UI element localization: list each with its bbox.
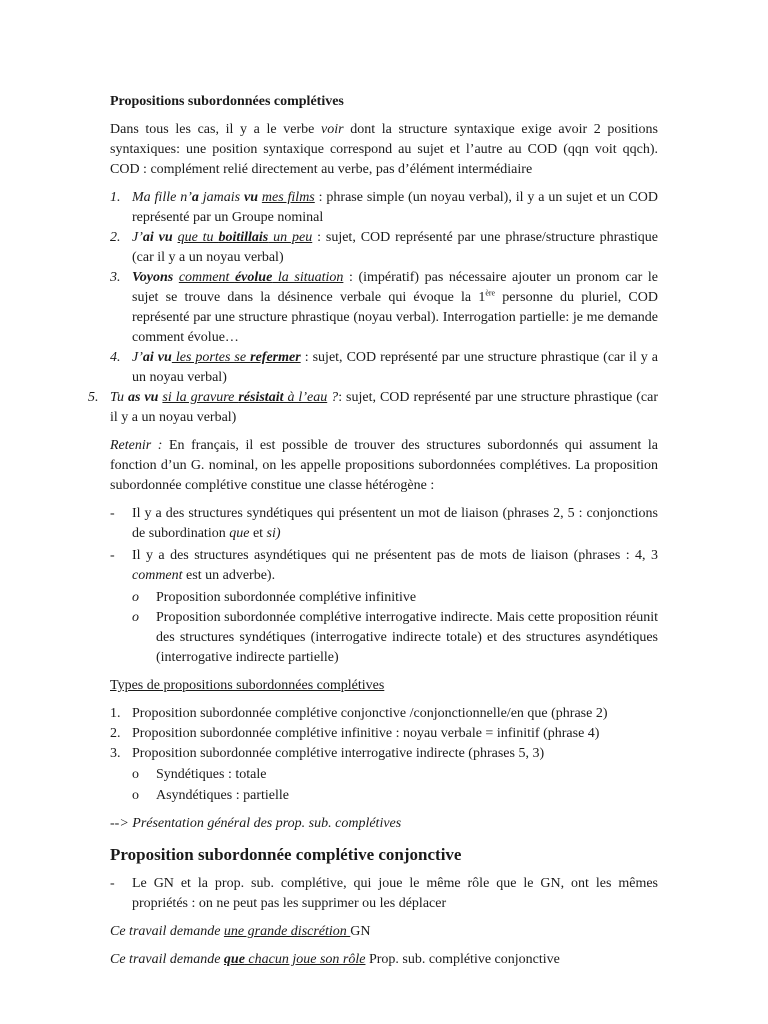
type-2 [110, 724, 658, 744]
type-3-number: 3. [110, 746, 121, 761]
example-4 [110, 348, 658, 388]
b2-b: est un adverbe). [182, 568, 276, 583]
s1-text: Proposition subordonnée complétive infinitive [156, 590, 417, 605]
dash-marker: - [110, 876, 115, 891]
circle-bullet: o [132, 590, 139, 605]
bullet-syndetiques [110, 504, 658, 544]
bullet-asyndetiques [110, 546, 658, 586]
example-4-number: 4. [110, 350, 121, 365]
section-title: Proposition subordonnée complétive conjonctive [110, 845, 462, 864]
types-heading: Types de propositions subordonnées complétives [110, 678, 385, 693]
example-1-number: 1. [110, 190, 121, 205]
e3-f: : (impératif) pas nécessaire ajouter un pronom car le sujet se trouve dans la désinence verbale qui évoque la 1 [132, 270, 658, 305]
circle-bullet: o [132, 788, 139, 803]
b1-si: si) [266, 526, 281, 541]
sub-bullet-infinitive [110, 588, 658, 608]
e3-d: évolue [234, 270, 273, 285]
o1-text: Syndétiques : totale [156, 767, 267, 782]
ex2-b: que [223, 952, 245, 967]
e2-g: : sujet, COD représenté par une phrase/structure phrastique (car il y a un noyau verbal) [132, 230, 659, 265]
e5-b: as vu [128, 390, 159, 405]
type-3 [110, 744, 658, 764]
e2-a: J’ [132, 230, 143, 245]
e2-b: ai vu [142, 230, 173, 245]
b2-comment: comment [132, 568, 183, 583]
e4-b: ai vu [142, 350, 172, 365]
e5-d: si la gravure [162, 390, 239, 405]
ex2-d: Prop. sub. complétive conjonctive [365, 952, 560, 967]
type-1 [110, 704, 658, 724]
e2-d: que tu [177, 230, 219, 245]
e1-b: a [191, 190, 199, 205]
page-title: Propositions subordonnées complétives [110, 94, 344, 109]
example-gn [110, 922, 658, 942]
ex2-c: chacun joue son rôle [244, 952, 366, 967]
document-page [88, 92, 659, 978]
e5-e: résistait [238, 390, 284, 405]
e1-f: mes films [261, 190, 315, 205]
circle-bullet: o [132, 610, 139, 625]
retenir-label: Retenir : [110, 438, 163, 453]
ex2-a: Ce travail demande [110, 952, 224, 967]
intro-verb-voir: voir [321, 122, 344, 137]
e1-d: vu [243, 190, 258, 205]
e5-g: ? [327, 390, 339, 405]
e3-g: personne du pluriel, COD représenté par une structure phrastique (noyau verbal). Interrogation partielle: je me demande comment évolue… [132, 290, 658, 345]
arrow-line: --> Présentation général des prop. sub. complétives [110, 816, 402, 831]
example-2-number: 2. [110, 230, 121, 245]
sub-bullet-interrogative [110, 608, 658, 668]
e4-c: les portes se [171, 350, 251, 365]
intro-text-b: dont la structure syntaxique exige avoir 2 positions syntaxiques: une position syntaxique correspond au sujet et l’autre au COD (qqn voit qqch). COD : complément relié directement au verbe, pas d’élément intermédiaire [110, 122, 658, 177]
e3-sup: ère [485, 288, 496, 298]
type-3-sub-syndetiques [110, 765, 658, 785]
e2-f: un peu [268, 230, 313, 245]
b1-que: que [229, 526, 250, 541]
circle-bullet: o [132, 767, 139, 782]
type-1-number: 1. [110, 706, 121, 721]
e5-a: Tu [110, 390, 128, 405]
e3-a: Voyons [132, 270, 174, 285]
type-2-text: Proposition subordonnée complétive infinitive : noyau verbale = infinitif (phrase 4) [132, 726, 600, 741]
type-3-text: Proposition subordonnée complétive interrogative indirecte (phrases 5, 3) [132, 746, 545, 761]
example-3 [110, 268, 658, 348]
type-1-text: Proposition subordonnée complétive conjonctive /conjonctionnelle/en que (phrase 2) [132, 706, 608, 721]
o2-text: Asyndétiques : partielle [156, 788, 289, 803]
e1-g: : phrase simple (un noyau verbal), il y a un sujet et un COD représenté par un Groupe nominal [132, 190, 659, 225]
s2-text: Proposition subordonnée complétive interrogative indirecte. Mais cette proposition réunit des structures syndétiques (interrogative indirecte totale) et des structures asyndétiques (interrogative indirecte partielle) [156, 610, 658, 665]
e3-e: la situation [272, 270, 344, 285]
retenir-text: En français, il est possible de trouver des structures subordonnés qui assument la fonction d’un G. nominal, on les appelle propositions subordonnées complétives. La proposition subordonnée complétive constitue une classe hétérogène : [110, 438, 658, 493]
dash-marker: - [110, 506, 115, 521]
e4-d: refermer [250, 350, 301, 365]
ex1-c: GN [350, 924, 371, 939]
ex1-b: une grande discrétion [223, 924, 351, 939]
e3-c: comment [178, 270, 235, 285]
section-dash-text: Le GN et la prop. sub. complétive, qui joue le même rôle que le GN, ont les mêmes propriétés : on ne peut pas les supprimer ou les déplacer [132, 876, 658, 911]
e1-c: jamais [198, 190, 244, 205]
intro-text-a: Dans tous les cas, il y a le verbe [110, 122, 322, 137]
e5-f: à l’eau [283, 390, 328, 405]
dash-marker: - [110, 548, 115, 563]
example-5 [88, 388, 659, 428]
e1-a: Ma fille n’ [132, 190, 192, 205]
example-prop-sub [110, 950, 658, 970]
example-3-number: 3. [110, 270, 121, 285]
e5-h: : sujet, COD représenté par une structure phrastique (car il y a un noyau verbal) [110, 390, 659, 425]
intro-paragraph [110, 120, 658, 180]
ex1-a: Ce travail demande [110, 924, 224, 939]
b2-a: Il y a des structures asyndétiques qui ne présentent pas de mots de liaison (phrases : 4, 3 [132, 548, 658, 563]
e4-e: : sujet, COD représenté par une structure phrastique (car il y a un noyau verbal) [132, 350, 658, 385]
example-5-number: 5. [88, 390, 99, 405]
b1-a: Il y a des structures syndétiques qui présentent un mot de liaison (phrases 2, 5 : conjonctions de subordination [132, 506, 658, 541]
type-2-number: 2. [110, 726, 121, 741]
example-2 [110, 228, 658, 268]
b1-et: et [249, 526, 267, 541]
section-dash-item [110, 874, 658, 914]
e4-a: J’ [132, 350, 143, 365]
example-1 [110, 188, 658, 228]
e2-e: boitillais [218, 230, 269, 245]
retenir-paragraph [110, 436, 658, 496]
type-3-sub-asyndetiques [110, 786, 658, 806]
